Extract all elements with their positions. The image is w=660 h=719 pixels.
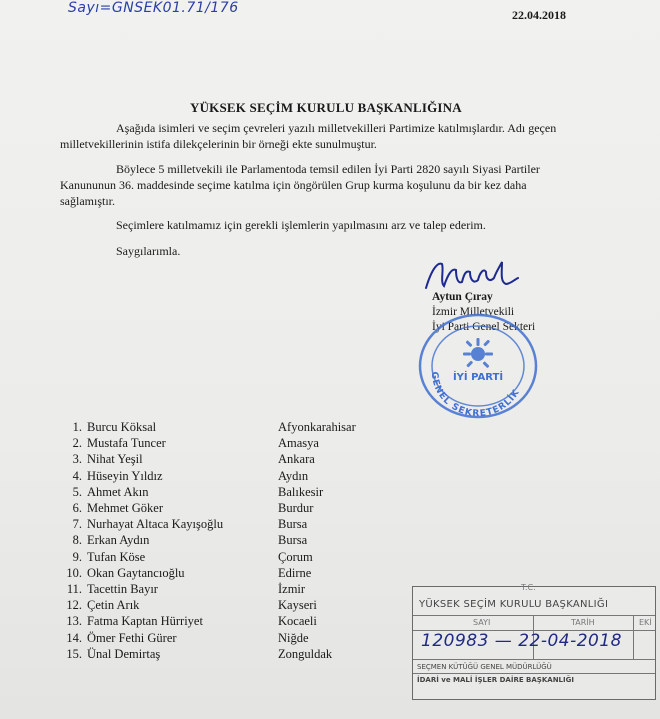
member-name	[60, 565, 278, 581]
member-row	[60, 468, 420, 484]
member-number: 8.	[72, 533, 82, 548]
member-row	[60, 613, 420, 629]
letter-title: YÜKSEK SEÇİM KURULU BAŞKANLIĞINA	[190, 100, 462, 115]
member-name	[60, 581, 278, 597]
paragraph-3: Seçimlere katılmamız için gerekli işlemlerin yapılmasını arz ve talep ederim.	[116, 218, 486, 232]
member-constituency: Niğde	[278, 630, 309, 645]
member-number: 15.	[66, 646, 82, 661]
member-number: 5.	[72, 484, 82, 499]
member-number: 1.	[72, 420, 82, 434]
member-constituency: Çorum	[278, 549, 313, 564]
member-name	[60, 435, 278, 451]
member-row	[60, 484, 420, 500]
member-name	[60, 468, 278, 484]
member-name	[60, 597, 278, 613]
member-number: 2.	[72, 436, 82, 451]
stamp-ring-text: GENEL SEKRETERLİK	[428, 371, 523, 420]
member-number: 6.	[72, 501, 82, 516]
member-row	[60, 419, 420, 435]
member-constituency: Aydın	[278, 468, 309, 483]
closing-line: Saygılarımla.	[116, 244, 181, 258]
member-number: 7.	[72, 517, 82, 532]
receipt-col-eki: EKİ	[639, 618, 652, 627]
member-constituency: Burdur	[278, 501, 314, 516]
member-name	[60, 613, 278, 629]
member-row	[60, 597, 420, 613]
member-number: 12.	[66, 598, 82, 613]
member-constituency: Kayseri	[278, 598, 317, 613]
member-name	[60, 549, 278, 565]
member-name-text: Ahmet Akın	[87, 484, 149, 499]
signer-role-1: İzmir Milletvekili	[432, 306, 515, 318]
member-name-text: Erkan Aydın	[87, 533, 150, 548]
paragraph-1: Aşağıda isimleri ve seçim çevreleri yazılı milletvekilleri Partimize katılmışlardır. Adı geçen milletvekillerinin istifa dilekçelerinin bir örneği ekte sunulmuştur.	[60, 121, 557, 151]
handwritten-signature	[422, 258, 522, 294]
member-name	[60, 630, 278, 646]
member-constituency: Ankara	[278, 452, 315, 467]
member-constituency: Kocaeli	[278, 614, 317, 629]
member-number: 10.	[66, 565, 82, 580]
member-number: 4.	[72, 468, 82, 483]
member-number: 3.	[72, 452, 82, 467]
member-row	[60, 646, 420, 662]
member-name-text: Tacettin Bayır	[87, 582, 158, 597]
member-name-text: Nurhayat Altaca Kayışoğlu	[87, 517, 224, 532]
receipt-divider	[633, 615, 634, 659]
member-name-text: Ömer Fethi Gürer	[87, 630, 177, 645]
sun-icon	[463, 338, 493, 368]
member-row	[60, 451, 420, 467]
member-name	[60, 451, 278, 467]
member-row	[60, 565, 420, 581]
receipt-footer-2: İDARİ ve MALİ İŞLER DAİRE BAŞKANLIĞI	[413, 673, 655, 686]
member-row	[60, 630, 420, 646]
member-number: 11.	[66, 582, 82, 597]
receipt-col-tarih: TARİH	[571, 618, 595, 627]
member-row	[60, 500, 420, 516]
member-list	[60, 419, 420, 662]
member-row	[60, 516, 420, 532]
member-name-text: Burcu Köksal	[87, 420, 157, 434]
paragraph-2: Böylece 5 milletvekili ile Parlamentoda temsil edilen İyi Parti 2820 sayılı Siyasi Partiler Kanununun 36. maddesinde seçime katılma için öngörülen Grup kurma koşulunu da bir kez daha sağlamıştır.	[60, 162, 540, 208]
receipt-col-sayi: SAYI	[473, 618, 491, 627]
member-name	[60, 484, 278, 500]
member-name-text: Nihat Yeşil	[87, 452, 143, 467]
receipt-registration: 120983 — 22-04-2018	[421, 631, 622, 651]
member-name	[60, 646, 278, 662]
member-name-text: Mehmet Göker	[87, 501, 164, 516]
party-stamp	[414, 312, 540, 420]
member-constituency: Bursa	[278, 533, 308, 548]
member-row	[60, 532, 420, 548]
member-row	[60, 581, 420, 597]
handwritten-reference: Sayı=GNSEK01.71/176	[68, 0, 239, 16]
member-constituency: Bursa	[278, 517, 308, 532]
member-name-text: Okan Gaytancıoğlu	[87, 565, 185, 580]
member-name	[60, 532, 278, 548]
member-name	[60, 419, 278, 435]
member-name	[60, 516, 278, 532]
member-number: 14.	[66, 630, 82, 645]
member-row	[60, 549, 420, 565]
member-name-text: Hüseyin Yıldız	[87, 468, 163, 483]
receipt-institution: YÜKSEK SEÇİM KURULU BAŞKANLIĞI	[419, 599, 609, 610]
signer-role-2: İyi Parti Genel Sekteri	[432, 321, 536, 333]
member-name	[60, 500, 278, 516]
member-number: 13.	[66, 614, 82, 629]
member-name-text: Tufan Köse	[87, 549, 146, 564]
receipt-tc: T.C.	[521, 583, 536, 592]
document-date: 22.04.2018	[512, 8, 566, 22]
member-name-text: Çetin Arık	[87, 598, 140, 613]
signer-name: Aytun Çıray	[432, 291, 493, 303]
member-constituency: Zonguldak	[278, 646, 333, 661]
member-constituency: Balıkesir	[278, 484, 324, 499]
member-name-text: Mustafa Tuncer	[87, 436, 166, 451]
member-name-text: Fatma Kaptan Hürriyet	[87, 614, 203, 629]
member-row	[60, 435, 420, 451]
member-constituency: Afyonkarahisar	[278, 420, 356, 434]
receipt-header-row	[413, 615, 655, 631]
member-constituency: İzmir	[278, 582, 306, 597]
stamp-party-text: İYİ PARTİ	[452, 372, 504, 383]
member-constituency: Amasya	[278, 436, 319, 451]
member-name-text: Ünal Demirtaş	[87, 646, 161, 661]
member-constituency: Edirne	[278, 565, 312, 580]
receipt-stamp	[412, 583, 656, 700]
member-number: 9.	[72, 549, 82, 564]
receipt-footer-1: SEÇMEN KÜTÜĞÜ GENEL MÜDÜRLÜĞÜ	[413, 659, 655, 673]
